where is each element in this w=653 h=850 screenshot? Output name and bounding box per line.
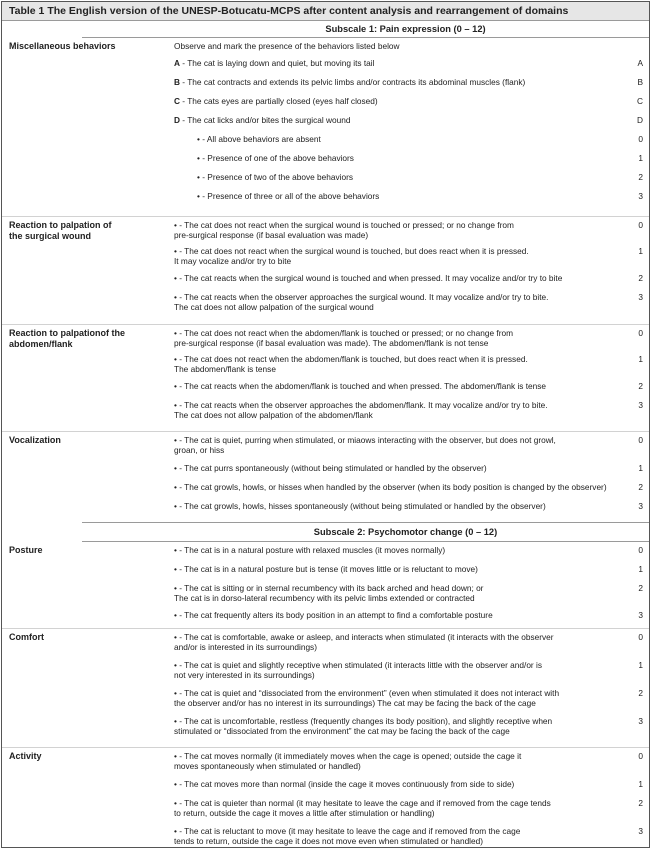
misc-intro: Observe and mark the presence of the behaviors listed below [174,41,400,51]
domain-label: Vocalization [9,435,61,445]
criterion-row: • - The cat growls, howls, or hisses when handled by the observer (when its body position is changed by the observer) 2 [174,482,643,492]
domain-label: Miscellaneous behaviors [9,41,116,51]
criterion-row: • - The cat frequently alters its body position in an attempt to find a comfortable posture 3 [174,610,643,620]
criterion-row: • - The cat reacts when the abdomen/flank is touched and when pressed. The abdomen/flank is tense 2 [174,381,643,391]
row-score: 0 [638,134,643,144]
bullet-icon [197,172,200,182]
domain-label: Reaction to palpationof the abdomen/flank [9,328,125,349]
criterion-row: • - The cat purrs spontaneously (without being stimulated or handled by the observer) 1 [174,463,643,473]
criterion-row: • - The cat does not react when the abdomen/flank is touched or pressed; or no change from pre-surgical response (if basal evaluation was made). The abdomen/flank is not tense 0 [174,328,643,348]
behavior-letter: B [174,77,180,87]
bullet-icon [197,153,200,163]
row-score: 0 [638,751,643,761]
bullet-icon [197,134,200,144]
behavior-letter: A [174,58,180,68]
behavior-letter: D [174,115,180,125]
row-score: 3 [638,501,643,511]
domain-label: Reaction to palpation of the surgical wound [9,220,112,241]
row-score: B [637,77,643,87]
row-score: D [637,115,643,125]
row-score: 1 [638,779,643,789]
row-score: 2 [638,273,643,283]
row-score: 0 [638,328,643,338]
row-score: 2 [638,583,643,593]
row-score: 1 [638,246,643,256]
row-score: 1 [638,564,643,574]
row-score: 3 [638,292,643,302]
criterion-row: • - The cat is quieter than normal (it may hesitate to leave the cage and if removed from the cage tends to return, outside the cage it moves a little after stimulation or handling) 2 [174,798,643,818]
domain-label: Comfort [9,632,44,642]
row-score: 1 [638,354,643,364]
criterion-row: • - The cat moves more than normal (inside the cage it moves continuously from side to side) 1 [174,779,643,789]
table-frame [1,1,650,848]
domain-vocalization [2,431,649,522]
row-score: 3 [638,400,643,410]
criterion-row: • - The cat is comfortable, awake or asleep, and interacts when stimulated (it interacts with the observer and/or is interested in its surroundings) 0 [174,632,643,652]
criterion-row: • - The cat is quiet and slightly receptive when stimulated (it interacts little with the observer and/or is not very interested in its surroundings) 1 [174,660,643,680]
row-score: 2 [638,798,643,808]
criterion-row: • - The cat reacts when the surgical wound is touched and when pressed. It may vocalize and/or try to bite 2 [174,273,643,283]
criterion-row: • - The cat reacts when the observer approaches the surgical wound. It may vocalize and/or try to bite. The cat does not allow palpation of the surgical wound 3 [174,292,643,312]
domain-activity [2,747,649,848]
criterion-row: • - The cat reacts when the observer approaches the abdomen/flank. It may vocalize and/or try to bite. The cat does not allow palpation of the abdomen/flank 3 [174,400,643,420]
behavior-text: - The cat contracts and extends its pelvic limbs and/or contracts its abdominal muscles (flank) [180,77,526,87]
option-text: Presence of one of the above behaviors [207,153,354,163]
row-score: 0 [638,435,643,445]
row-score: 3 [638,191,643,201]
bullet-icon [197,191,200,201]
domain-posture [2,542,649,628]
option-text: Presence of two of the above behaviors [207,172,354,182]
option-text: All above behaviors are absent [206,134,321,144]
table-title: Table 1 The English version of the UNESP-Botucatu-MCPS after content analysis and rearrangement of domains [2,2,649,21]
row-score: 3 [638,716,643,726]
row-score: A [637,58,643,68]
subscale-1-header: Subscale 1: Pain expression (0 – 12) [82,21,650,38]
row-score: 2 [638,688,643,698]
criterion-row: • - The cat does not react when the abdomen/flank is touched, but does react when it is pressed. The abdomen/flank is tense 1 [174,354,643,374]
criterion-row: • - The cat is in a natural posture but is tense (it moves little or is reluctant to move) 1 [174,564,643,574]
option-text: Presence of three or all of the above behaviors [207,191,380,201]
row-score: 2 [638,381,643,391]
criterion-row: • - The cat does not react when the surgical wound is touched, but does react when it is pressed. It may vocalize and/or try to bite 1 [174,246,643,266]
criterion-row: • - The cat is uncomfortable, restless (frequently changes its body position), and slightly receptive when stimulated or “dissociated from the environment” the cat may be facing the back of the cage 3 [174,716,643,736]
row-score: 2 [638,172,643,182]
criterion-row: • - The cat is in a natural posture with relaxed muscles (it moves normally) 0 [174,545,643,555]
criterion-row: • - The cat is quiet, purring when stimulated, or miaows interacting with the observer, but does not growl, groan, or hiss 0 [174,435,643,455]
row-score: 1 [638,153,643,163]
domain-miscellaneous: Miscellaneous behaviors Observe and mark the presence of the behaviors listed below A - The cat is laying down and quiet, but moving its tail A B - The cat contracts and extends its pelvic limbs and/or contracts its abdominal muscles (flank) B C - The cats eyes are partially closed (eyes half closed) C D - The cat licks and/or bites the surgical wound D • - All above behaviors are absent 0 • - Presence of one of the above behaviors 1 • - Presence of two of the above behaviors 2 • - Presence of three or all of the above behaviors 3 [2,38,649,216]
row-score: 1 [638,660,643,670]
behavior-text: - The cats eyes are partially closed (eyes half closed) [180,96,378,106]
criterion-row: • - The cat growls, howls, hisses spontaneously (without being stimulated or handled by the observer) 3 [174,501,643,511]
row-score: 2 [638,482,643,492]
row-score: 0 [638,632,643,642]
domain-flank-palpation [2,324,649,431]
row-score: 3 [638,610,643,620]
criterion-row: • - The cat is quiet and “dissociated from the environment” (even when stimulated it does not interact with the observer and/or has no interest in its surroundings) The cat may be facing the back of the cage 2 [174,688,643,708]
domain-label: Posture [9,545,43,555]
behavior-text: - The cat licks and/or bites the surgical wound [180,115,351,125]
criterion-row: • - The cat is sitting or in sternal recumbency with its back arched and head down; or The cat is in dorso-lateral recumbency with its pelvic limbs extended or contracted 2 [174,583,643,603]
behavior-letter: C [174,96,180,106]
behavior-text: - The cat is laying down and quiet, but moving its tail [180,58,375,68]
row-score: 0 [638,545,643,555]
subscale-2-header: Subscale 2: Psychomotor change (0 – 12) [82,522,650,542]
row-score: 1 [638,463,643,473]
row-score: C [637,96,643,106]
domain-label: Activity [9,751,42,761]
criterion-row: • - The cat is reluctant to move (it may hesitate to leave the cage and if removed from the cage tends to return, outside the cage it does not move even when stimulated or handled) 3 [174,826,643,846]
criterion-row: • - The cat does not react when the surgical wound is touched or pressed; or no change from pre-surgical response (if basal evaluation was made) 0 [174,220,643,240]
criterion-row: • - The cat moves normally (it immediately moves when the cage is opened; outside the cage it moves spontaneously when stimulated or handled) 0 [174,751,643,771]
row-score: 0 [638,220,643,230]
row-score: 3 [638,826,643,836]
domain-comfort [2,628,649,747]
domain-wound-palpation [2,216,649,324]
